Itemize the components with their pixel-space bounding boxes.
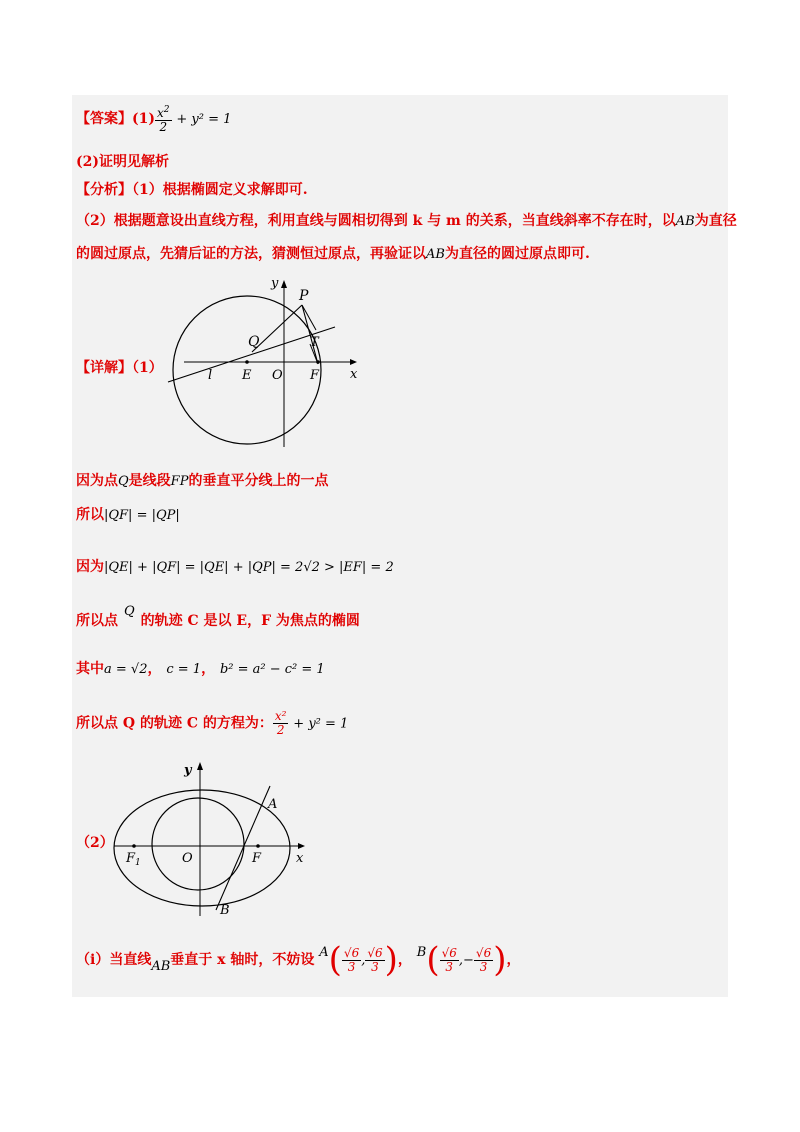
detail-s6: 所以点 Q 的轨迹 C 的方程为： $\frac{\text{x²}}{2}$ + y² = 1 <box>76 709 349 737</box>
point-b-x: $\frac{√6}{3}$ <box>441 945 457 974</box>
answer-eq-rest: + y² = 1 <box>176 112 232 127</box>
detail-s3: 因为|QE| + |QF| = |QE| + |QP| = 2√2 > |EF| = 2 <box>76 559 394 575</box>
fig1-seg-QP <box>252 305 302 352</box>
analysis-p1: 【分析】（1）根据椭圆定义求解即可. <box>76 182 308 198</box>
figure-1-circle-diagram <box>160 272 370 452</box>
fig2-point-F1 <box>132 844 136 848</box>
analysis-label: 【分析】 <box>76 182 132 198</box>
fig2-y-arrow <box>197 762 203 770</box>
fig1-label-P: P <box>299 288 309 304</box>
figure-2-ellipse-diagram <box>112 758 312 918</box>
point-b-name: B <box>416 945 427 960</box>
answer-label: 【答案】 <box>76 111 132 127</box>
fig1-label-Q: Q <box>248 334 260 350</box>
answer-part2: (2)证明见解析 <box>76 154 169 170</box>
fig2-line-AB <box>216 786 270 910</box>
fig1-label-T: T <box>310 335 319 350</box>
fig2-point-F <box>256 844 260 848</box>
fig1-label-O: O <box>272 368 283 383</box>
detail-part1: 【详解】（1） <box>76 360 163 376</box>
answer-line <box>76 104 231 134</box>
fig2-x-arrow <box>298 843 305 849</box>
fig2-ellipse <box>114 790 290 906</box>
fig1-y-arrow <box>281 280 287 288</box>
point-a-name: A <box>319 945 329 960</box>
fig1-label-l: l <box>208 368 213 383</box>
point-a-y: $\frac{√6}{3}$ <box>367 945 383 974</box>
detail-s1: 因为点Q是线段FP的垂直平分线上的一点 <box>76 473 329 489</box>
fig1-point-E <box>245 360 249 364</box>
fig2-label-A: A <box>268 797 278 812</box>
fig2-label-y: y <box>184 763 192 778</box>
detail-s5: 其中a = √2， c = 1， b² = a² − c² = 1 <box>76 661 325 677</box>
fig1-label-x: x <box>350 367 358 382</box>
fig1-x-arrow <box>350 359 357 365</box>
fig1-label-F: F <box>310 368 320 383</box>
analysis-p2a: （2）根据题意设出直线方程，利用直线与圆相切得到 k 与 m 的关系，当直线斜率不存在时，以AB为直径 <box>76 213 737 229</box>
fig1-point-F <box>316 360 320 364</box>
detail-label: 【详解】 <box>76 360 132 376</box>
fig2-label-x: x <box>296 851 304 866</box>
fig2-label-O: O <box>182 851 193 866</box>
detail-part2: （2） <box>76 835 114 851</box>
fig2-label-F1: $F_1$ <box>126 851 141 868</box>
detail-s4: 所以点Q的轨迹 C 是以 E，F 为焦点的椭圆 <box>76 604 360 629</box>
point-a-x: $\frac{√6}{3}$ <box>343 945 360 974</box>
detail-s2: 所以|QF| = |QP| <box>76 507 180 523</box>
answer-eq-fraction: $\frac{x^2}{2}$ <box>157 105 170 134</box>
answer-part1-prefix: (1) <box>132 111 155 127</box>
detail-s7: （i）当直线AB垂直于 x 轴时，不妨设 A( $\frac{√6}{3}$ , $\frac{√6}{3}$ )， B( $\frac{√6}{3}$ ,− $\frac{√6}{3}$ )， <box>76 940 521 980</box>
fig1-label-E: E <box>242 368 252 383</box>
s6-fraction: $\frac{\text{x²}}{2}$ <box>274 709 287 737</box>
fig1-label-y: y <box>271 276 279 291</box>
analysis-p2b: 的圆过原点，先猜后证的方法，猜测恒过原点，再验证以AB为直径的圆过原点即可. <box>76 246 590 262</box>
fig1-seg-PT <box>302 305 316 330</box>
fig2-label-F: F <box>252 851 262 866</box>
point-b-y: $\frac{√6}{3}$ <box>475 945 492 974</box>
fig2-label-B: B <box>220 903 230 918</box>
